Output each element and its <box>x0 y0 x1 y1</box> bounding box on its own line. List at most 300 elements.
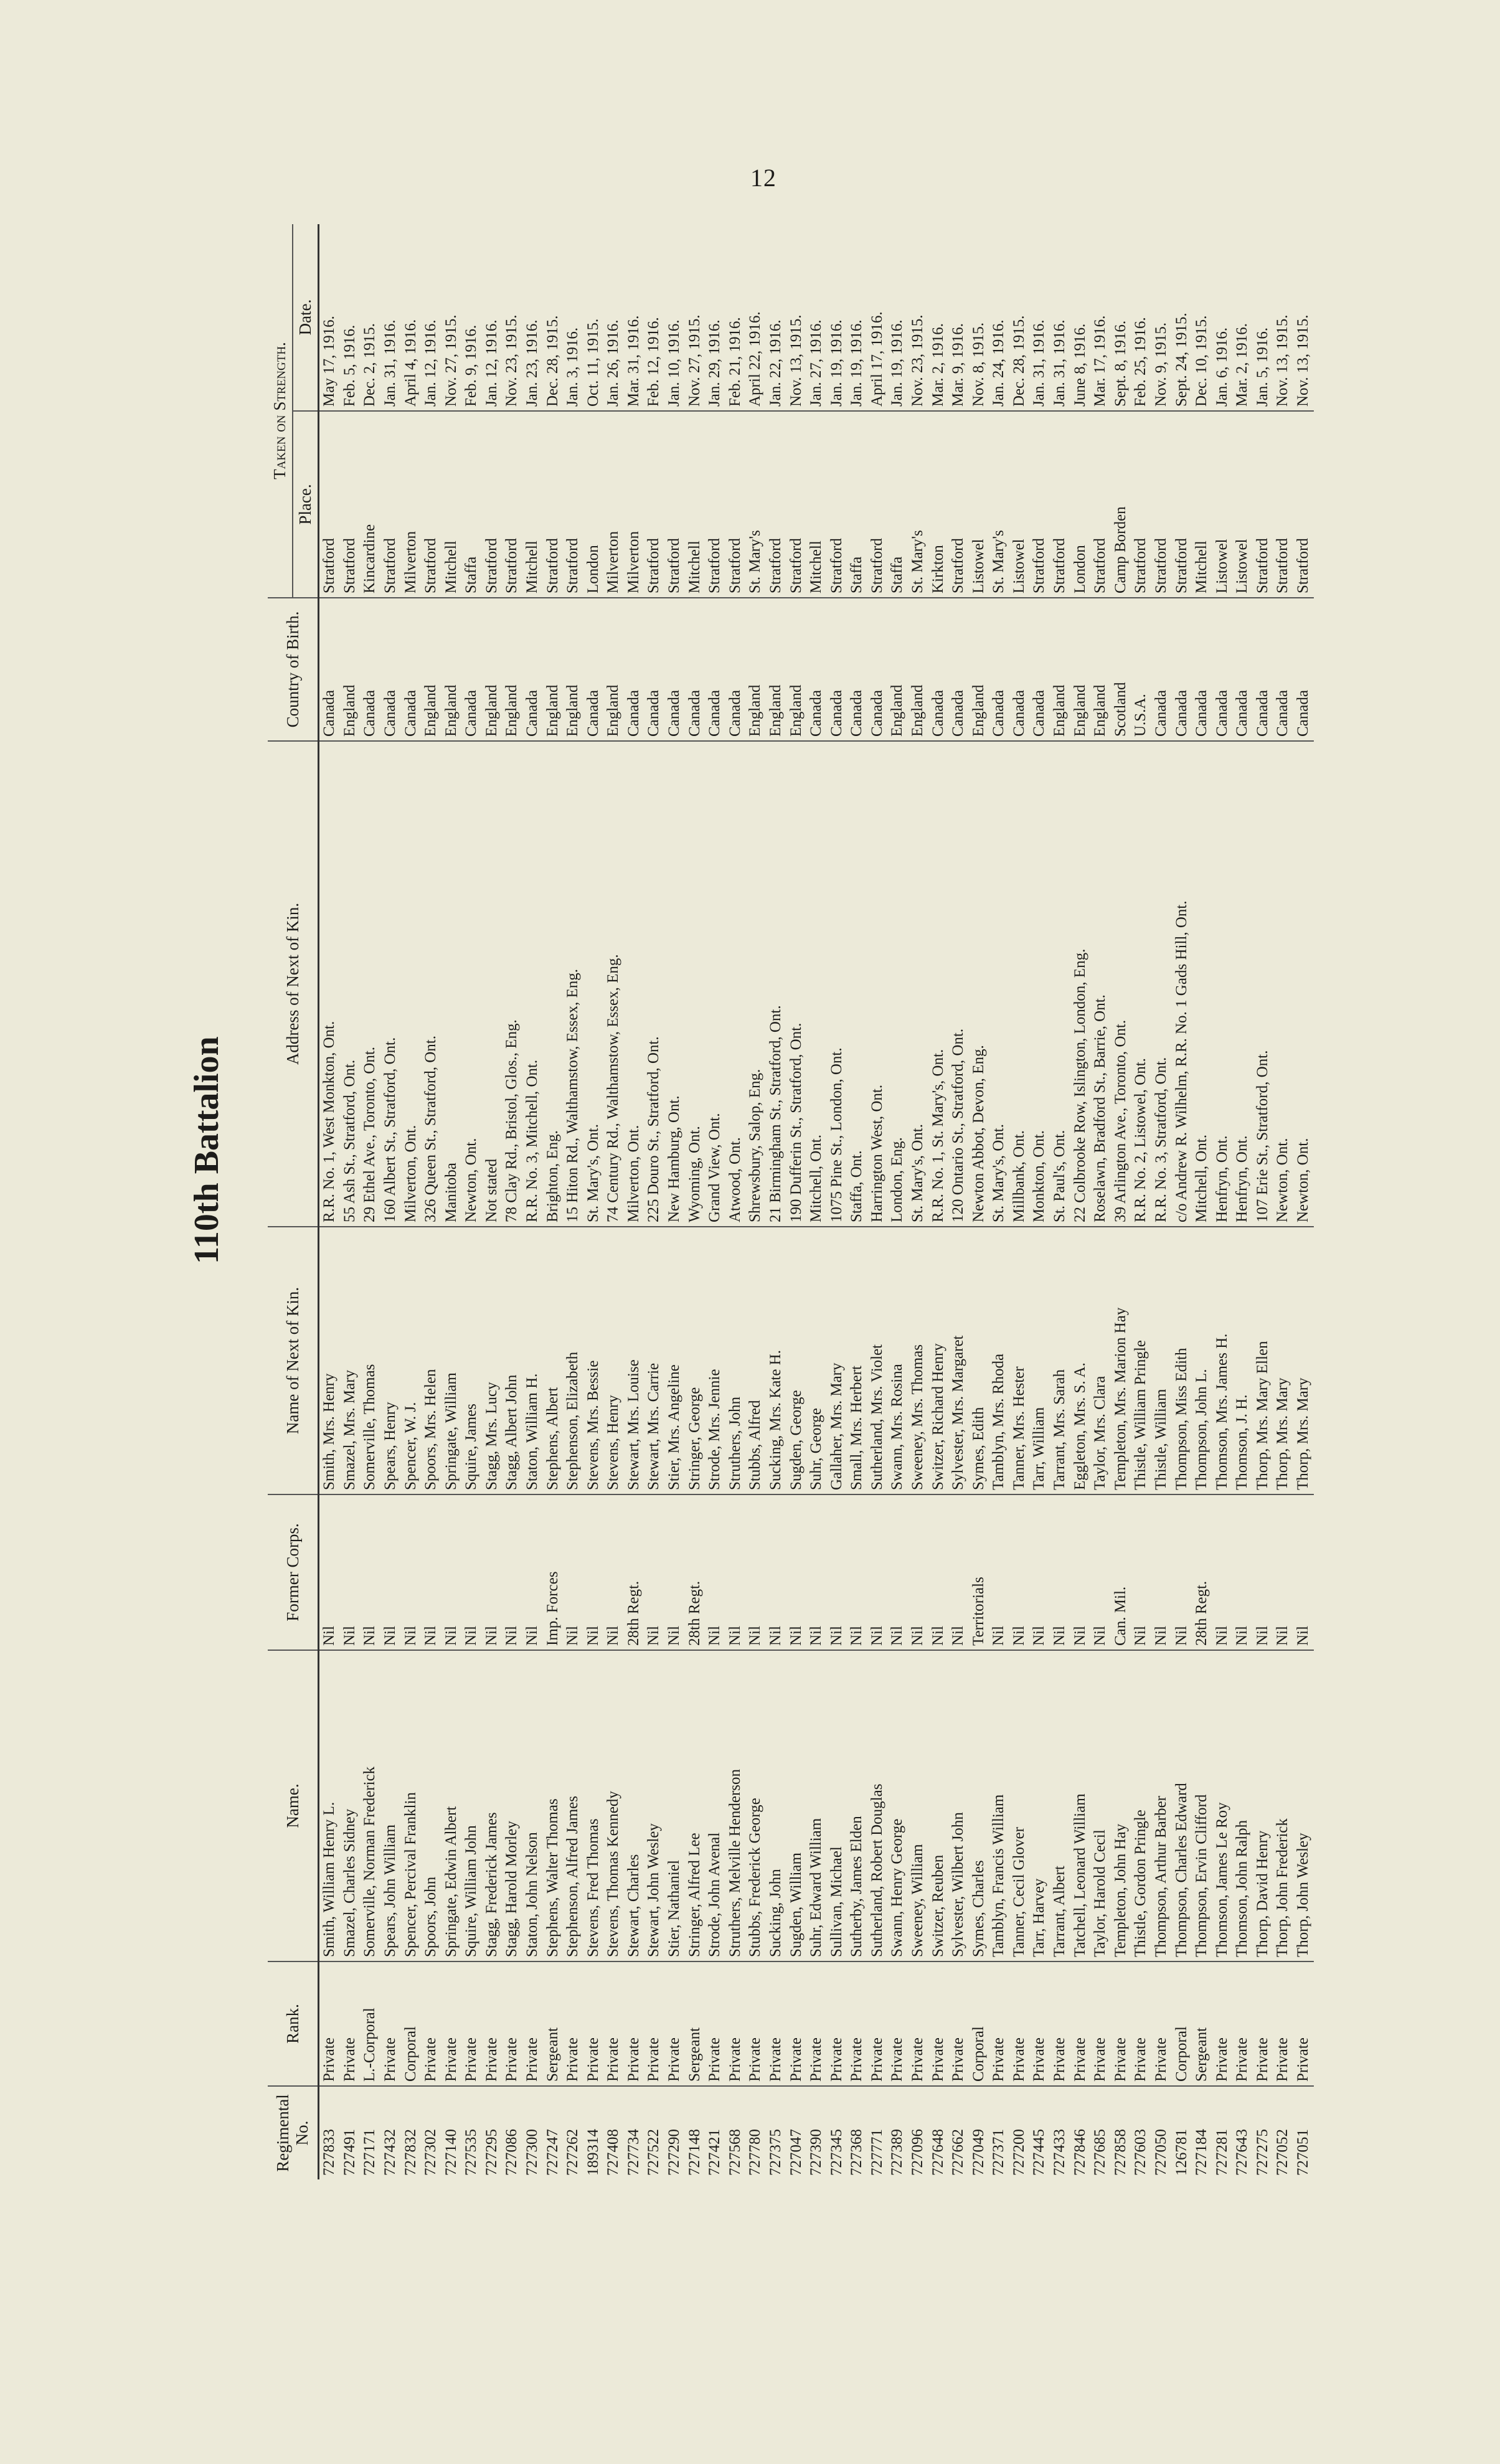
cell-regimental-no: 727247 <box>543 2086 564 2179</box>
header-rank: Rank. <box>268 1961 319 2086</box>
table-header <box>268 224 319 2179</box>
cell-rank: Sergeant <box>685 1961 705 2086</box>
cell-regimental-no: 727846 <box>1070 2086 1091 2179</box>
cell-regimental-no: 727302 <box>421 2086 441 2179</box>
table-row <box>1151 224 1172 2179</box>
header-place: Place. <box>293 411 319 598</box>
cell-country: Canada <box>644 598 665 741</box>
table-row <box>1009 224 1030 2179</box>
table-body <box>319 224 1314 2179</box>
table-row <box>583 224 604 2179</box>
cell-former-corps: Nil <box>1273 1494 1294 1650</box>
cell-next-of-kin: Suhr, George <box>806 1227 827 1494</box>
cell-next-of-kin: Thistle, William <box>1151 1227 1172 1494</box>
cell-regimental-no: 727445 <box>1030 2086 1050 2179</box>
cell-regimental-no: 727140 <box>441 2086 462 2179</box>
cell-rank: Private <box>847 1961 867 2086</box>
cell-address: Henfryn, Ont. <box>1232 741 1253 1227</box>
cell-country: Canada <box>380 598 401 741</box>
cell-rank: Private <box>1070 1961 1091 2086</box>
cell-date: Jan. 24, 1916. <box>990 319 1007 407</box>
cell-place: Listowel <box>969 411 989 598</box>
cell-name: Sutherland, Robert Douglas <box>867 1650 888 1961</box>
page-number: 12 <box>750 164 776 192</box>
cell-date: Jan. 3, 1916. <box>564 327 582 407</box>
cell-place: Mitchell <box>685 411 705 598</box>
cell-regimental-no: 727568 <box>725 2086 746 2179</box>
cell-place: Stratford <box>644 411 665 598</box>
header-address: Address of Next of Kin. <box>268 741 319 1227</box>
cell-place: Stratford <box>319 411 340 598</box>
cell-next-of-kin: Swann, Mrs. Rosina <box>888 1227 908 1494</box>
cell-former-corps: 28th Regt. <box>624 1494 644 1650</box>
cell-rank: Private <box>482 1961 502 2086</box>
cell-former-corps: Imp. Forces <box>543 1494 564 1650</box>
table-row <box>847 224 867 2179</box>
cell-former-corps: Nil <box>603 1494 624 1650</box>
cell-regimental-no: 727050 <box>1151 2086 1172 2179</box>
cell-regimental-no: 189314 <box>583 2086 604 2179</box>
cell-date: Sept. 8, 1916. <box>1111 320 1129 407</box>
cell-former-corps: Nil <box>482 1494 502 1650</box>
cell-address: 107 Erie St., Stratford, Ont. <box>1253 741 1273 1227</box>
cell-rank: Private <box>786 1961 807 2086</box>
cell-next-of-kin: Struthers, John <box>725 1227 746 1494</box>
cell-date: Jan. 23, 1916. <box>524 319 541 407</box>
table-row <box>827 224 847 2179</box>
cell-former-corps: Nil <box>1232 1494 1253 1650</box>
cell-former-corps: Territorials <box>969 1494 989 1650</box>
cell-next-of-kin: Stubbs, Alfred <box>745 1227 766 1494</box>
battalion-title: 110th Battalion <box>187 1036 226 1264</box>
cell-regimental-no: 727200 <box>1009 2086 1030 2179</box>
cell-next-of-kin: Thorp, Mrs. Mary Ellen <box>1253 1227 1273 1494</box>
cell-next-of-kin: Strode, Mrs. Jennie <box>705 1227 725 1494</box>
cell-place: Stratford <box>563 411 583 598</box>
cell-place: Staffa <box>847 411 867 598</box>
cell-name: Swann, Henry George <box>888 1650 908 1961</box>
cell-regimental-no: 727275 <box>1253 2086 1273 2179</box>
cell-rank: Private <box>1273 1961 1294 2086</box>
cell-rank: Private <box>1293 1961 1314 2086</box>
cell-regimental-no: 727281 <box>1212 2086 1233 2179</box>
cell-place: Stratford <box>867 411 888 598</box>
cell-place: Stratford <box>380 411 401 598</box>
cell-address: 1075 Pine St., London, Ont. <box>827 741 847 1227</box>
cell-regimental-no: 727433 <box>1050 2086 1070 2179</box>
cell-address: 55 Ash St., Stratford, Ont. <box>340 741 361 1227</box>
cell-next-of-kin: Smazel, Mrs. Mary <box>340 1227 361 1494</box>
cell-country: Canada <box>928 598 949 741</box>
cell-name: Tatchell, Leonard William <box>1070 1650 1091 1961</box>
cell-country: England <box>482 598 502 741</box>
cell-regimental-no: 727345 <box>827 2086 847 2179</box>
cell-next-of-kin: Symes, Edith <box>969 1227 989 1494</box>
cell-next-of-kin: Staton, William H. <box>522 1227 543 1494</box>
nominal-roll-table <box>268 224 1314 2179</box>
cell-country: Canada <box>1192 598 1212 741</box>
cell-name: Thorp, David Henry <box>1253 1650 1273 1961</box>
cell-address: 225 Douro St., Stratford, Ont. <box>644 741 665 1227</box>
table-row <box>786 224 807 2179</box>
cell-address: 21 Birmingham St., Stratford, Ont. <box>766 741 786 1227</box>
cell-name: Thorp, John Wesley <box>1293 1650 1314 1961</box>
header-regimental-no: Regimental No. <box>268 2086 319 2179</box>
cell-address: R.R. No. 3, Stratford, Ont. <box>1151 741 1172 1227</box>
cell-rank: Private <box>1212 1961 1233 2086</box>
cell-date: June 8, 1916. <box>1071 323 1088 407</box>
cell-former-corps: Nil <box>1050 1494 1070 1650</box>
cell-place: Stratford <box>1030 411 1050 598</box>
cell-regimental-no: 727408 <box>603 2086 624 2179</box>
cell-regimental-no: 727300 <box>522 2086 543 2179</box>
cell-date: Mar. 31, 1916. <box>625 315 642 407</box>
cell-address: St. Mary's, Ont. <box>908 741 928 1227</box>
cell-place: Stratford <box>1273 411 1294 598</box>
cell-regimental-no: 727262 <box>563 2086 583 2179</box>
cell-address: Not stated <box>482 741 502 1227</box>
cell-date: Jan. 5, 1916. <box>1253 327 1271 407</box>
cell-address: Staffa, Ont. <box>847 741 867 1227</box>
cell-rank: Private <box>1111 1961 1131 2086</box>
cell-country: England <box>340 598 361 741</box>
cell-name: Stephenson, Alfred James <box>563 1650 583 1961</box>
cell-date: Feb. 12, 1916. <box>645 317 663 407</box>
cell-country: Canada <box>1232 598 1253 741</box>
nominal-roll <box>268 224 1314 2179</box>
cell-next-of-kin: Eggleton, Mrs. S. A. <box>1070 1227 1091 1494</box>
cell-place: Stratford <box>1293 411 1314 598</box>
cell-address: 39 Arlington Ave., Toronto, Ont. <box>1111 741 1131 1227</box>
cell-place: Mitchell <box>1192 411 1212 598</box>
table-row <box>441 224 462 2179</box>
table-row <box>360 224 380 2179</box>
cell-former-corps: Nil <box>1070 1494 1091 1650</box>
cell-country: England <box>1050 598 1070 741</box>
cell-name: Stagg, Frederick James <box>482 1650 502 1961</box>
cell-date: Jan. 22, 1916. <box>767 319 784 407</box>
cell-country: England <box>786 598 807 741</box>
cell-date: Nov. 27, 1915. <box>442 314 460 407</box>
table-row <box>543 224 564 2179</box>
cell-date: Feb. 21, 1916. <box>726 317 743 407</box>
cell-former-corps: Nil <box>1293 1494 1314 1650</box>
cell-former-corps: Nil <box>766 1494 786 1650</box>
table-row <box>380 224 401 2179</box>
cell-place: Stratford <box>1090 411 1111 598</box>
cell-rank: Private <box>603 1961 624 2086</box>
cell-regimental-no: 727389 <box>888 2086 908 2179</box>
cell-name: Strode, John Avenal <box>705 1650 725 1961</box>
table-row <box>461 224 482 2179</box>
cell-next-of-kin: Thomson, Mrs. James H. <box>1212 1227 1233 1494</box>
cell-date: Sept. 24, 1915. <box>1172 313 1190 407</box>
table-row <box>421 224 441 2179</box>
cell-rank: Private <box>908 1961 928 2086</box>
cell-country: Canada <box>360 598 380 741</box>
cell-name: Templeton, John Hay <box>1111 1650 1131 1961</box>
cell-date: April 4, 1916. <box>402 319 419 407</box>
cell-address: 190 Dufferin St., Stratford, Ont. <box>786 741 807 1227</box>
cell-regimental-no: 727832 <box>401 2086 422 2179</box>
cell-next-of-kin: Sylvester, Mrs. Margaret <box>948 1227 969 1494</box>
cell-regimental-no: 727375 <box>766 2086 786 2179</box>
cell-place: Kirkton <box>928 411 949 598</box>
cell-rank: Private <box>1131 1961 1151 2086</box>
cell-place: Listowel <box>1212 411 1233 598</box>
table-row <box>867 224 888 2179</box>
cell-name: Smith, William Henry L. <box>319 1650 340 1961</box>
cell-next-of-kin: Small, Mrs. Herbert <box>847 1227 867 1494</box>
cell-next-of-kin: Tamblyn, Mrs. Rhoda <box>989 1227 1009 1494</box>
cell-place: Stratford <box>502 411 523 598</box>
cell-date: Nov. 13, 1915. <box>787 314 804 407</box>
cell-country: England <box>563 598 583 741</box>
cell-next-of-kin: Thorp, Mrs. Mary <box>1273 1227 1294 1494</box>
cell-regimental-no: 727432 <box>380 2086 401 2179</box>
cell-address: Newton, Ont. <box>1293 741 1314 1227</box>
cell-date: Nov. 23, 1915. <box>503 314 521 407</box>
cell-country: Canada <box>847 598 867 741</box>
cell-regimental-no: 727051 <box>1293 2086 1314 2179</box>
cell-former-corps: Nil <box>827 1494 847 1650</box>
cell-date: Jan. 19, 1916. <box>828 319 845 407</box>
cell-former-corps: Nil <box>563 1494 583 1650</box>
cell-rank: Private <box>421 1961 441 2086</box>
table-row <box>502 224 523 2179</box>
cell-country: England <box>1070 598 1091 741</box>
cell-rank: Private <box>1030 1961 1050 2086</box>
cell-regimental-no: 727047 <box>786 2086 807 2179</box>
table-row <box>319 224 340 2179</box>
cell-rank: Sergeant <box>1192 1961 1212 2086</box>
table-row <box>1253 224 1273 2179</box>
cell-address: Roselawn, Bradford St., Barrie, Ont. <box>1090 741 1111 1227</box>
cell-place: Milverton <box>603 411 624 598</box>
cell-country: England <box>543 598 564 741</box>
cell-country: England <box>421 598 441 741</box>
cell-name: Thompson, Charles Edward <box>1172 1650 1192 1961</box>
cell-place: Mitchell <box>806 411 827 598</box>
cell-country: Canada <box>1253 598 1273 741</box>
cell-rank: Private <box>705 1961 725 2086</box>
table-row <box>401 224 422 2179</box>
cell-regimental-no: 727603 <box>1131 2086 1151 2179</box>
table-row <box>1131 224 1151 2179</box>
cell-date: Jan. 10, 1916. <box>666 319 683 407</box>
cell-former-corps: Nil <box>989 1494 1009 1650</box>
cell-name: Tanner, Cecil Glover <box>1009 1650 1030 1961</box>
cell-former-corps: Nil <box>461 1494 482 1650</box>
cell-address: Mitchell, Ont. <box>806 741 827 1227</box>
cell-next-of-kin: Springate, William <box>441 1227 462 1494</box>
table-row <box>948 224 969 2179</box>
cell-former-corps: Nil <box>664 1494 685 1650</box>
cell-former-corps: Nil <box>847 1494 867 1650</box>
cell-former-corps: Nil <box>806 1494 827 1650</box>
cell-next-of-kin: Tarr, William <box>1030 1227 1050 1494</box>
cell-date: Jan. 31, 1916. <box>1031 319 1048 407</box>
cell-country: Canada <box>583 598 604 741</box>
cell-former-corps: Nil <box>725 1494 746 1650</box>
cell-rank: Private <box>1253 1961 1273 2086</box>
cell-place: Stratford <box>543 411 564 598</box>
cell-country: England <box>745 598 766 741</box>
cell-next-of-kin: Stewart, Mrs. Carrie <box>644 1227 665 1494</box>
table-row <box>1212 224 1233 2179</box>
cell-date: Nov. 23, 1915. <box>909 314 926 407</box>
cell-place: Listowel <box>1232 411 1253 598</box>
cell-regimental-no: 727184 <box>1192 2086 1212 2179</box>
cell-country: U.S.A. <box>1131 598 1151 741</box>
cell-former-corps: Nil <box>360 1494 380 1650</box>
cell-place: Stratford <box>482 411 502 598</box>
table-row <box>1070 224 1091 2179</box>
cell-date: Oct. 11, 1915. <box>584 318 601 407</box>
cell-former-corps: Nil <box>1253 1494 1273 1650</box>
table-row <box>1111 224 1131 2179</box>
cell-date: Mar. 17, 1916. <box>1092 315 1109 407</box>
cell-former-corps: Nil <box>583 1494 604 1650</box>
cell-country: Canada <box>948 598 969 741</box>
cell-rank: Private <box>664 1961 685 2086</box>
cell-next-of-kin: Thistle, William Pringle <box>1131 1227 1151 1494</box>
table-row <box>745 224 766 2179</box>
cell-address: London, Eng. <box>888 741 908 1227</box>
cell-name: Thistle, Gordon Pringle <box>1131 1650 1151 1961</box>
table-row <box>644 224 665 2179</box>
cell-former-corps: Can. Mil. <box>1111 1494 1131 1650</box>
cell-next-of-kin: Smith, Mrs. Henry <box>319 1227 340 1494</box>
cell-rank: Private <box>340 1961 361 2086</box>
cell-date: Jan. 29, 1916. <box>706 319 724 407</box>
cell-address: Milverton, Ont. <box>624 741 644 1227</box>
cell-country: England <box>1090 598 1111 741</box>
cell-address: Manitoba <box>441 741 462 1227</box>
cell-name: Stevens, Thomas Kennedy <box>603 1650 624 1961</box>
table-row <box>624 224 644 2179</box>
cell-rank: Private <box>461 1961 482 2086</box>
cell-next-of-kin: Thomson, J. H. <box>1232 1227 1253 1494</box>
cell-date: Feb. 25, 1916. <box>1132 317 1149 407</box>
cell-former-corps: Nil <box>401 1494 422 1650</box>
cell-next-of-kin: Spoors, Mrs. Helen <box>421 1227 441 1494</box>
cell-name: Symes, Charles <box>969 1650 989 1961</box>
cell-rank: Private <box>1090 1961 1111 2086</box>
cell-next-of-kin: Sutherland, Mrs. Violet <box>867 1227 888 1494</box>
cell-place: Mitchell <box>441 411 462 598</box>
cell-date: Dec. 28, 1915. <box>544 315 561 407</box>
cell-date: Nov. 9, 1915. <box>1152 322 1169 407</box>
cell-address: 15 Hiton Rd., Walthamstow, Essex, Eng. <box>563 741 583 1227</box>
table-row <box>806 224 827 2179</box>
header-date: Date. <box>293 224 319 411</box>
table-row <box>1050 224 1070 2179</box>
cell-country: Canada <box>1273 598 1294 741</box>
cell-name: Stier, Nathaniel <box>664 1650 685 1961</box>
cell-regimental-no: 727662 <box>948 2086 969 2179</box>
cell-rank: Private <box>989 1961 1009 2086</box>
cell-rank: Corporal <box>1172 1961 1192 2086</box>
cell-name: Sutherby, James Elden <box>847 1650 867 1961</box>
cell-former-corps: Nil <box>1009 1494 1030 1650</box>
cell-former-corps: Nil <box>1172 1494 1192 1650</box>
cell-next-of-kin: Sugden, George <box>786 1227 807 1494</box>
cell-address: R.R. No. 2, Listowel, Ont. <box>1131 741 1151 1227</box>
cell-regimental-no: 126781 <box>1172 2086 1192 2179</box>
cell-rank: Private <box>441 1961 462 2086</box>
cell-rank: Private <box>766 1961 786 2086</box>
cell-name: Thomson, John Ralph <box>1232 1650 1253 1961</box>
cell-name: Thorp, John Frederick <box>1273 1650 1294 1961</box>
cell-country: Canada <box>1151 598 1172 741</box>
cell-name: Thompson, Arthur Barber <box>1151 1650 1172 1961</box>
cell-name: Stevens, Fred Thomas <box>583 1650 604 1961</box>
cell-date: May 17, 1916. <box>321 316 338 407</box>
cell-name: Stewart, Charles <box>624 1650 644 1961</box>
cell-place: Stratford <box>725 411 746 598</box>
cell-rank: Private <box>1050 1961 1070 2086</box>
cell-country: Canada <box>1030 598 1050 741</box>
header-country: Country of Birth. <box>268 598 319 741</box>
cell-next-of-kin: Somerville, Thomas <box>360 1227 380 1494</box>
cell-date: Jan. 12, 1916. <box>483 319 500 407</box>
cell-rank: Corporal <box>969 1961 989 2086</box>
cell-address: 29 Ethel Ave., Toronto, Ont. <box>360 741 380 1227</box>
cell-country: Canada <box>664 598 685 741</box>
cell-regimental-no: 727368 <box>847 2086 867 2179</box>
cell-date: Nov. 13, 1915. <box>1274 314 1291 407</box>
cell-address: Wyoming, Ont. <box>685 741 705 1227</box>
table-row <box>603 224 624 2179</box>
cell-regimental-no: 727685 <box>1090 2086 1111 2179</box>
cell-next-of-kin: Stagg, Albert John <box>502 1227 523 1494</box>
cell-rank: Private <box>1151 1961 1172 2086</box>
cell-former-corps: Nil <box>1131 1494 1151 1650</box>
cell-former-corps: Nil <box>705 1494 725 1650</box>
cell-former-corps: 28th Regt. <box>1192 1494 1212 1650</box>
cell-address: 78 Clay Rd., Bristol, Glos., Eng. <box>502 741 523 1227</box>
table-row <box>1030 224 1050 2179</box>
cell-country: Canada <box>725 598 746 741</box>
cell-place: Stratford <box>948 411 969 598</box>
cell-country: Canada <box>806 598 827 741</box>
cell-place: Stratford <box>766 411 786 598</box>
cell-regimental-no: 727734 <box>624 2086 644 2179</box>
cell-former-corps: Nil <box>522 1494 543 1650</box>
cell-regimental-no: 727096 <box>908 2086 928 2179</box>
cell-rank: Private <box>644 1961 665 2086</box>
cell-address: Mitchell, Ont. <box>1192 741 1212 1227</box>
cell-regimental-no: 727780 <box>745 2086 766 2179</box>
cell-next-of-kin: Stevens, Mrs. Bessie <box>583 1227 604 1494</box>
cell-country: England <box>908 598 928 741</box>
cell-country: England <box>441 598 462 741</box>
cell-name: Thompson, Ervin Clifford <box>1192 1650 1212 1961</box>
table-row <box>766 224 786 2179</box>
cell-next-of-kin: Stephenson, Elizabeth <box>563 1227 583 1494</box>
cell-address: R.R. No. 1, St. Mary's, Ont. <box>928 741 949 1227</box>
cell-place: Mitchell <box>522 411 543 598</box>
cell-place: Stratford <box>1050 411 1070 598</box>
cell-place: Stratford <box>786 411 807 598</box>
table-row <box>1273 224 1294 2179</box>
table-row <box>1293 224 1314 2179</box>
cell-date: Nov. 8, 1915. <box>969 322 987 407</box>
cell-former-corps: Nil <box>502 1494 523 1650</box>
table-row <box>908 224 928 2179</box>
cell-country: Canada <box>827 598 847 741</box>
